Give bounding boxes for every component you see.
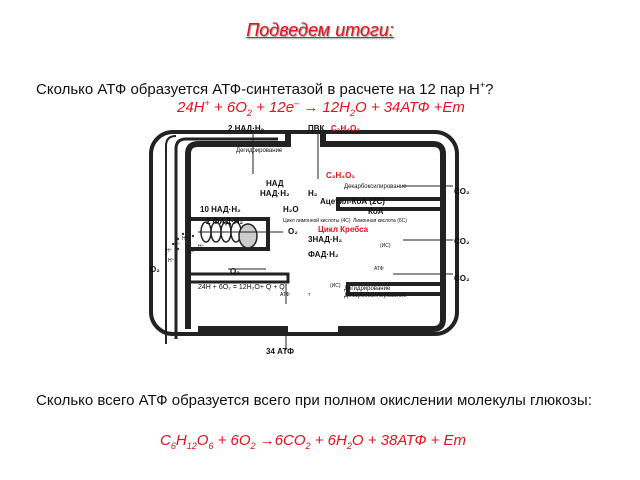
acetyl-coa-label: Ацетил-КоА (2C): [320, 197, 385, 206]
pvk-label: ПВК: [308, 124, 325, 133]
atf-small-label: АТФ: [374, 266, 384, 272]
note-citric-cycle: Цикл лимонной кислоты (4С): [283, 218, 351, 224]
ic-label: (ИС): [380, 243, 391, 249]
h2o-label: H₂O: [283, 205, 299, 214]
coa-label: КоА: [368, 207, 384, 216]
fadh-label: ФАД·H₂: [308, 250, 339, 259]
nadh10-label: 10 НАД·H₂: [200, 205, 241, 214]
co2-label-2: CO₂: [454, 237, 470, 246]
svg-text:H⁺: H⁺: [166, 248, 173, 254]
equation-glucose-oxidation: $C_6H_{12}O_6 + 6O_2 \to 6CO_2 + 6H_2O + 38АТФ$ + Eт: [160, 432, 466, 451]
h2-label: H₂: [308, 189, 318, 198]
co2-label-1: CO₂: [454, 187, 470, 196]
nadh3-label: 3НАД·H₂: [308, 235, 342, 244]
question-atp-per-proton-pairs: Сколько АТФ образуется АТФ-синтетазой в расчете на 12 пар H+?: [36, 80, 494, 98]
eq-sub-atf: АТФ: [280, 292, 290, 298]
svg-text:H⁺: H⁺: [198, 244, 205, 250]
krebs-label: Цикл Кребса: [318, 225, 369, 234]
summary-equation: 24H + 6O₂ = 12H₂O+ Q + Q: [198, 284, 285, 291]
nadh2-label: НАД·H₂: [260, 189, 290, 198]
svg-text:H⁺: H⁺: [168, 258, 175, 264]
o2-label-1: O₂: [288, 227, 298, 236]
note-citric-acid: Лимонная кислота (6С): [353, 218, 407, 224]
question-total-atp-glucose: Сколько всего АТФ образуется всего при полном окислении молекулы глюкозы:: [36, 392, 592, 409]
mitochondrion-scheme: [148, 124, 488, 356]
svg-text:H⁺: H⁺: [174, 242, 181, 248]
eq-sub-t: т: [308, 292, 311, 298]
decarb2-label: Декарбоксилирование: [344, 293, 407, 299]
fadh2-label: 2 ФАД·H₂: [206, 217, 244, 226]
c3-formula: C₃H₄O₃: [326, 171, 355, 180]
equation-proton-reduction: $24H^+ + 6O_2 + 12e^- \to 12H_2O + 34АТФ +Eт$: [177, 98, 465, 118]
co2-label-3: CO₂: [454, 274, 470, 283]
svg-text:H⁺: H⁺: [188, 250, 195, 256]
o2-left-label: O₂: [150, 265, 160, 274]
outer-membrane: [151, 132, 457, 334]
decarb-label: Декарбоксилирование: [344, 184, 407, 190]
pvk-formula: C₃H₄O₃: [331, 124, 360, 133]
ic-label-2: (ИС): [330, 283, 341, 289]
svg-text:H⁺: H⁺: [182, 236, 189, 242]
dehydration-label: Дегидрирование: [236, 148, 283, 154]
bottom-atf-label: 34 АТФ: [266, 347, 294, 356]
dehydration2-label: Дегидрирование: [344, 286, 391, 292]
slide-title: Подведем итоги:: [246, 20, 394, 40]
nad-label: НАД: [266, 179, 284, 188]
top-nadh-label: 2 $НАД\cdot H_2$: [228, 124, 265, 135]
o2-mid-label: O₂: [230, 267, 240, 276]
